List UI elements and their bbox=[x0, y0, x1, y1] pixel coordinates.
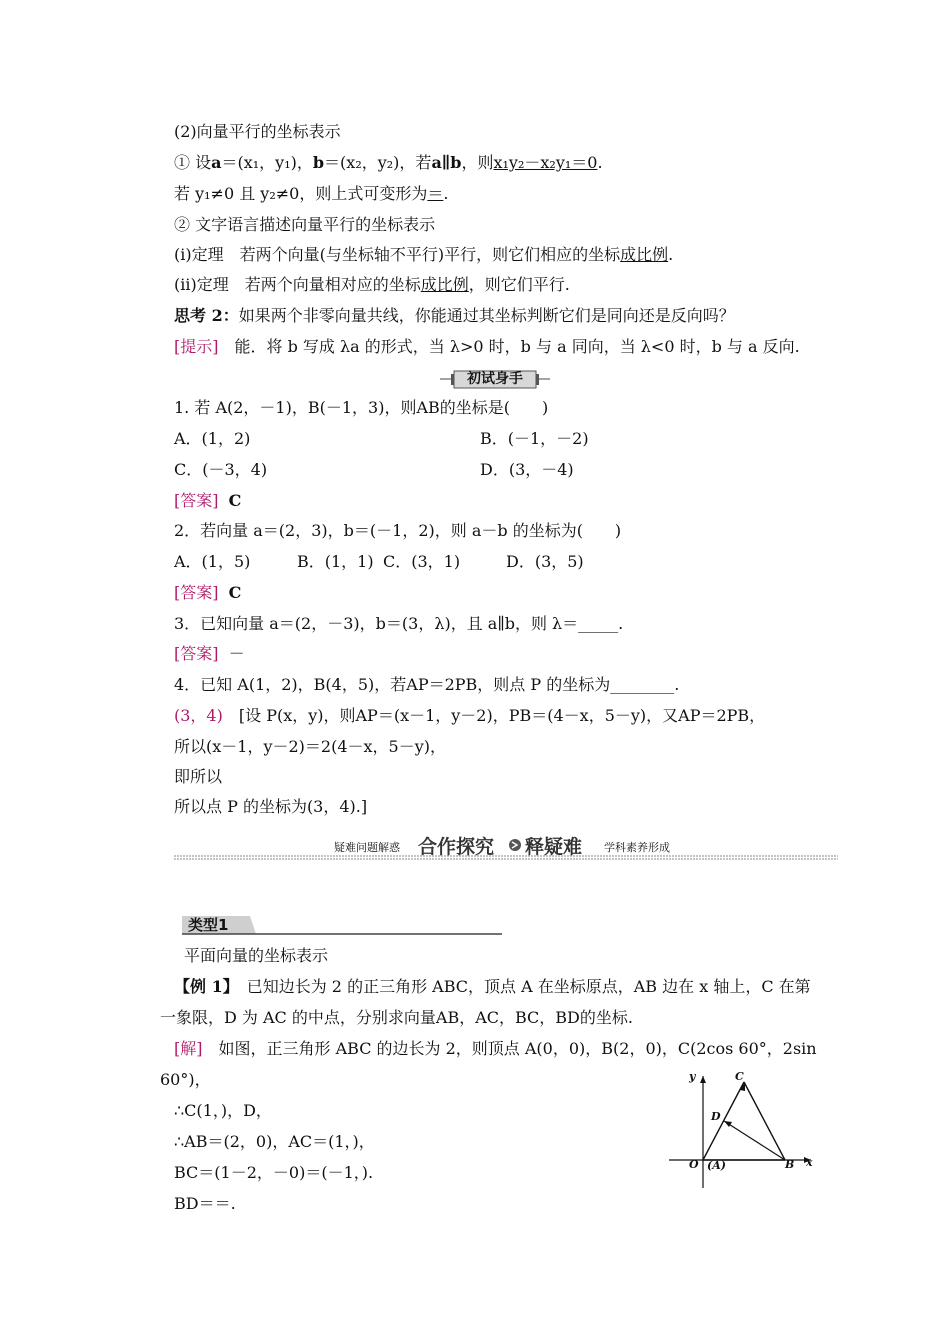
verbal-description-heading: ② 文字语言描述向量平行的坐标表示 bbox=[174, 215, 436, 234]
banner-right-text: 学科素养形成 bbox=[604, 841, 670, 854]
vector-b: b bbox=[312, 153, 325, 172]
think-label: 思考 2： bbox=[174, 306, 239, 325]
type-title: 平面向量的坐标表示 bbox=[184, 946, 329, 965]
solution-label: [解] bbox=[174, 1039, 203, 1058]
q2-option-b: B．(1，1) bbox=[297, 552, 374, 571]
theorem-2 bbox=[174, 274, 570, 296]
fill-answer: x₁y₂－x₂y₁＝0 bbox=[493, 153, 598, 172]
q2-answer bbox=[174, 582, 241, 604]
banner-title-1: 合作探究 bbox=[418, 836, 495, 858]
text: 能．将 b 写成 λa 的形式，当 λ>0 时，b 与 a 同向，当 λ<0 时，b 与 a 反向. bbox=[218, 337, 800, 356]
ratio-form-line bbox=[174, 183, 448, 205]
point-c-label: C bbox=[735, 1070, 744, 1083]
text: . bbox=[443, 184, 449, 203]
text: (ⅱ)定理 若两个向量相对应的坐标 bbox=[174, 275, 421, 294]
question-2-stem: 2．若向量 a＝(2，3)，b＝(－1，2)，则 a－b 的坐标为( ) bbox=[174, 521, 622, 540]
example-label: 【例 1】 bbox=[174, 977, 231, 996]
q4-solution-3: 即所以 bbox=[174, 767, 223, 786]
solution-line-6: BD＝＝. bbox=[174, 1194, 236, 1213]
q3-answer bbox=[174, 643, 245, 665]
q4-solution-1 bbox=[174, 705, 765, 727]
text: ＝(x₂，y₂)，若 bbox=[324, 153, 432, 172]
q1-option-c: C．(－3，4) bbox=[174, 460, 268, 479]
answer-value: － bbox=[228, 644, 245, 663]
point-d-label: D bbox=[711, 1110, 721, 1123]
vector-a: a bbox=[211, 153, 222, 172]
text: . bbox=[597, 153, 603, 172]
fill-answer: ＝ bbox=[427, 184, 444, 203]
type-tag-text: 类型1 bbox=[188, 916, 229, 934]
question-3-stem: 3．已知向量 a＝(2，－3)，b＝(3，λ)，且 a∥b，则 λ＝_____. bbox=[174, 614, 624, 633]
text: (ⅰ)定理 若两个向量(与坐标轴不平行)平行，则它们相应的坐标 bbox=[174, 245, 621, 264]
text: [设 P(x，y)，则AP＝(x－1，y－2)，PB＝(4－x，5－y)，又AP＝2PB， bbox=[222, 706, 766, 725]
hint-line bbox=[174, 336, 800, 358]
answer-label: [答案] bbox=[174, 583, 219, 602]
try-banner bbox=[440, 368, 550, 390]
solution-line-1 bbox=[174, 1038, 817, 1060]
y-axis-label: y bbox=[689, 1070, 696, 1083]
q4-solution-2: 所以(x－1，y－2)＝2(4－x，5－y)， bbox=[174, 737, 446, 756]
point-b-label: B bbox=[785, 1158, 795, 1171]
question-4-stem: 4．已知 A(1，2)，B(4，5)，若AP＝2PB，则点 P 的坐标为________. bbox=[174, 675, 680, 694]
solution-line-4: ∴AB＝(2，0)，AC＝(1，)， bbox=[174, 1132, 375, 1151]
q2-option-c: C．(3，1) bbox=[383, 552, 461, 571]
answer-value: C bbox=[228, 583, 242, 602]
parallel-condition-line bbox=[174, 152, 603, 174]
question-1-stem: 1. 若 A(2，－1)，B(－1，3)，则AB的坐标是( ) bbox=[174, 398, 549, 417]
text: ，则 bbox=[461, 153, 494, 172]
example-line-1 bbox=[174, 976, 811, 998]
think-question bbox=[174, 305, 735, 327]
text: 如果两个非零向量共线，你能通过其坐标判断它们是同向还是反向吗？ bbox=[238, 306, 735, 325]
q2-option-a: A．(1，5) bbox=[174, 552, 251, 571]
section-heading: (2)向量平行的坐标表示 bbox=[174, 122, 341, 141]
point-a-label: (A) bbox=[707, 1159, 726, 1172]
try-banner-text: 初试身手 bbox=[467, 371, 523, 387]
q1-answer bbox=[174, 490, 241, 512]
banner-title-2: 释疑难 bbox=[525, 836, 583, 858]
q1-option-b: B．(－1，－2) bbox=[480, 429, 589, 448]
parallel-symbol: a∥b bbox=[431, 153, 462, 172]
text: ① 设 bbox=[174, 153, 212, 172]
q1-option-d: D．(3，－4) bbox=[480, 460, 574, 479]
q4-solution-4: 所以点 P 的坐标为(3，4).] bbox=[174, 797, 368, 816]
answer-value: C bbox=[228, 491, 242, 510]
type-tag bbox=[182, 914, 502, 936]
origin-label: O bbox=[689, 1158, 699, 1171]
text: . bbox=[668, 245, 674, 264]
x-axis-label: x bbox=[806, 1156, 813, 1169]
text: 若 y₁≠0 且 y₂≠0，则上式可变形为 bbox=[174, 184, 428, 203]
fill-answer: 成比例 bbox=[420, 275, 469, 294]
example-line-2: 一象限，D 为 AC 的中点，分别求向量AB，AC，BC，BD的坐标. bbox=[160, 1008, 633, 1027]
triangle-figure bbox=[665, 1068, 825, 1190]
text: 如图，正三角形 ABC 的边长为 2，则顶点 A(0，0)，B(2，0)，C(2cos 60°，2sin bbox=[202, 1039, 817, 1058]
text: ，则它们平行. bbox=[468, 275, 570, 294]
answer-label: [答案] bbox=[174, 644, 219, 663]
banner-left-text: 疑难问题解惑 bbox=[334, 841, 400, 854]
solution-line-3: ∴C(1，)，D， bbox=[174, 1101, 272, 1120]
q1-option-a: A．(1，2) bbox=[174, 429, 251, 448]
solution-line-2: 60°)， bbox=[160, 1070, 211, 1089]
section-banner bbox=[174, 830, 838, 864]
theorem-1 bbox=[174, 244, 673, 266]
solution-line-5: BC＝(1－2，－0)＝(－1，). bbox=[174, 1163, 374, 1182]
fill-answer: 成比例 bbox=[620, 245, 669, 264]
hint-label: [提示] bbox=[174, 337, 219, 356]
q2-option-d: D．(3，5) bbox=[506, 552, 584, 571]
answer-value: (3，4) bbox=[174, 706, 223, 725]
text: 已知边长为 2 的正三角形 ABC，顶点 A 在坐标原点，AB 边在 x 轴上，C 在第 bbox=[230, 977, 811, 996]
answer-label: [答案] bbox=[174, 491, 219, 510]
text: ＝(x₁，y₁)， bbox=[221, 153, 313, 172]
